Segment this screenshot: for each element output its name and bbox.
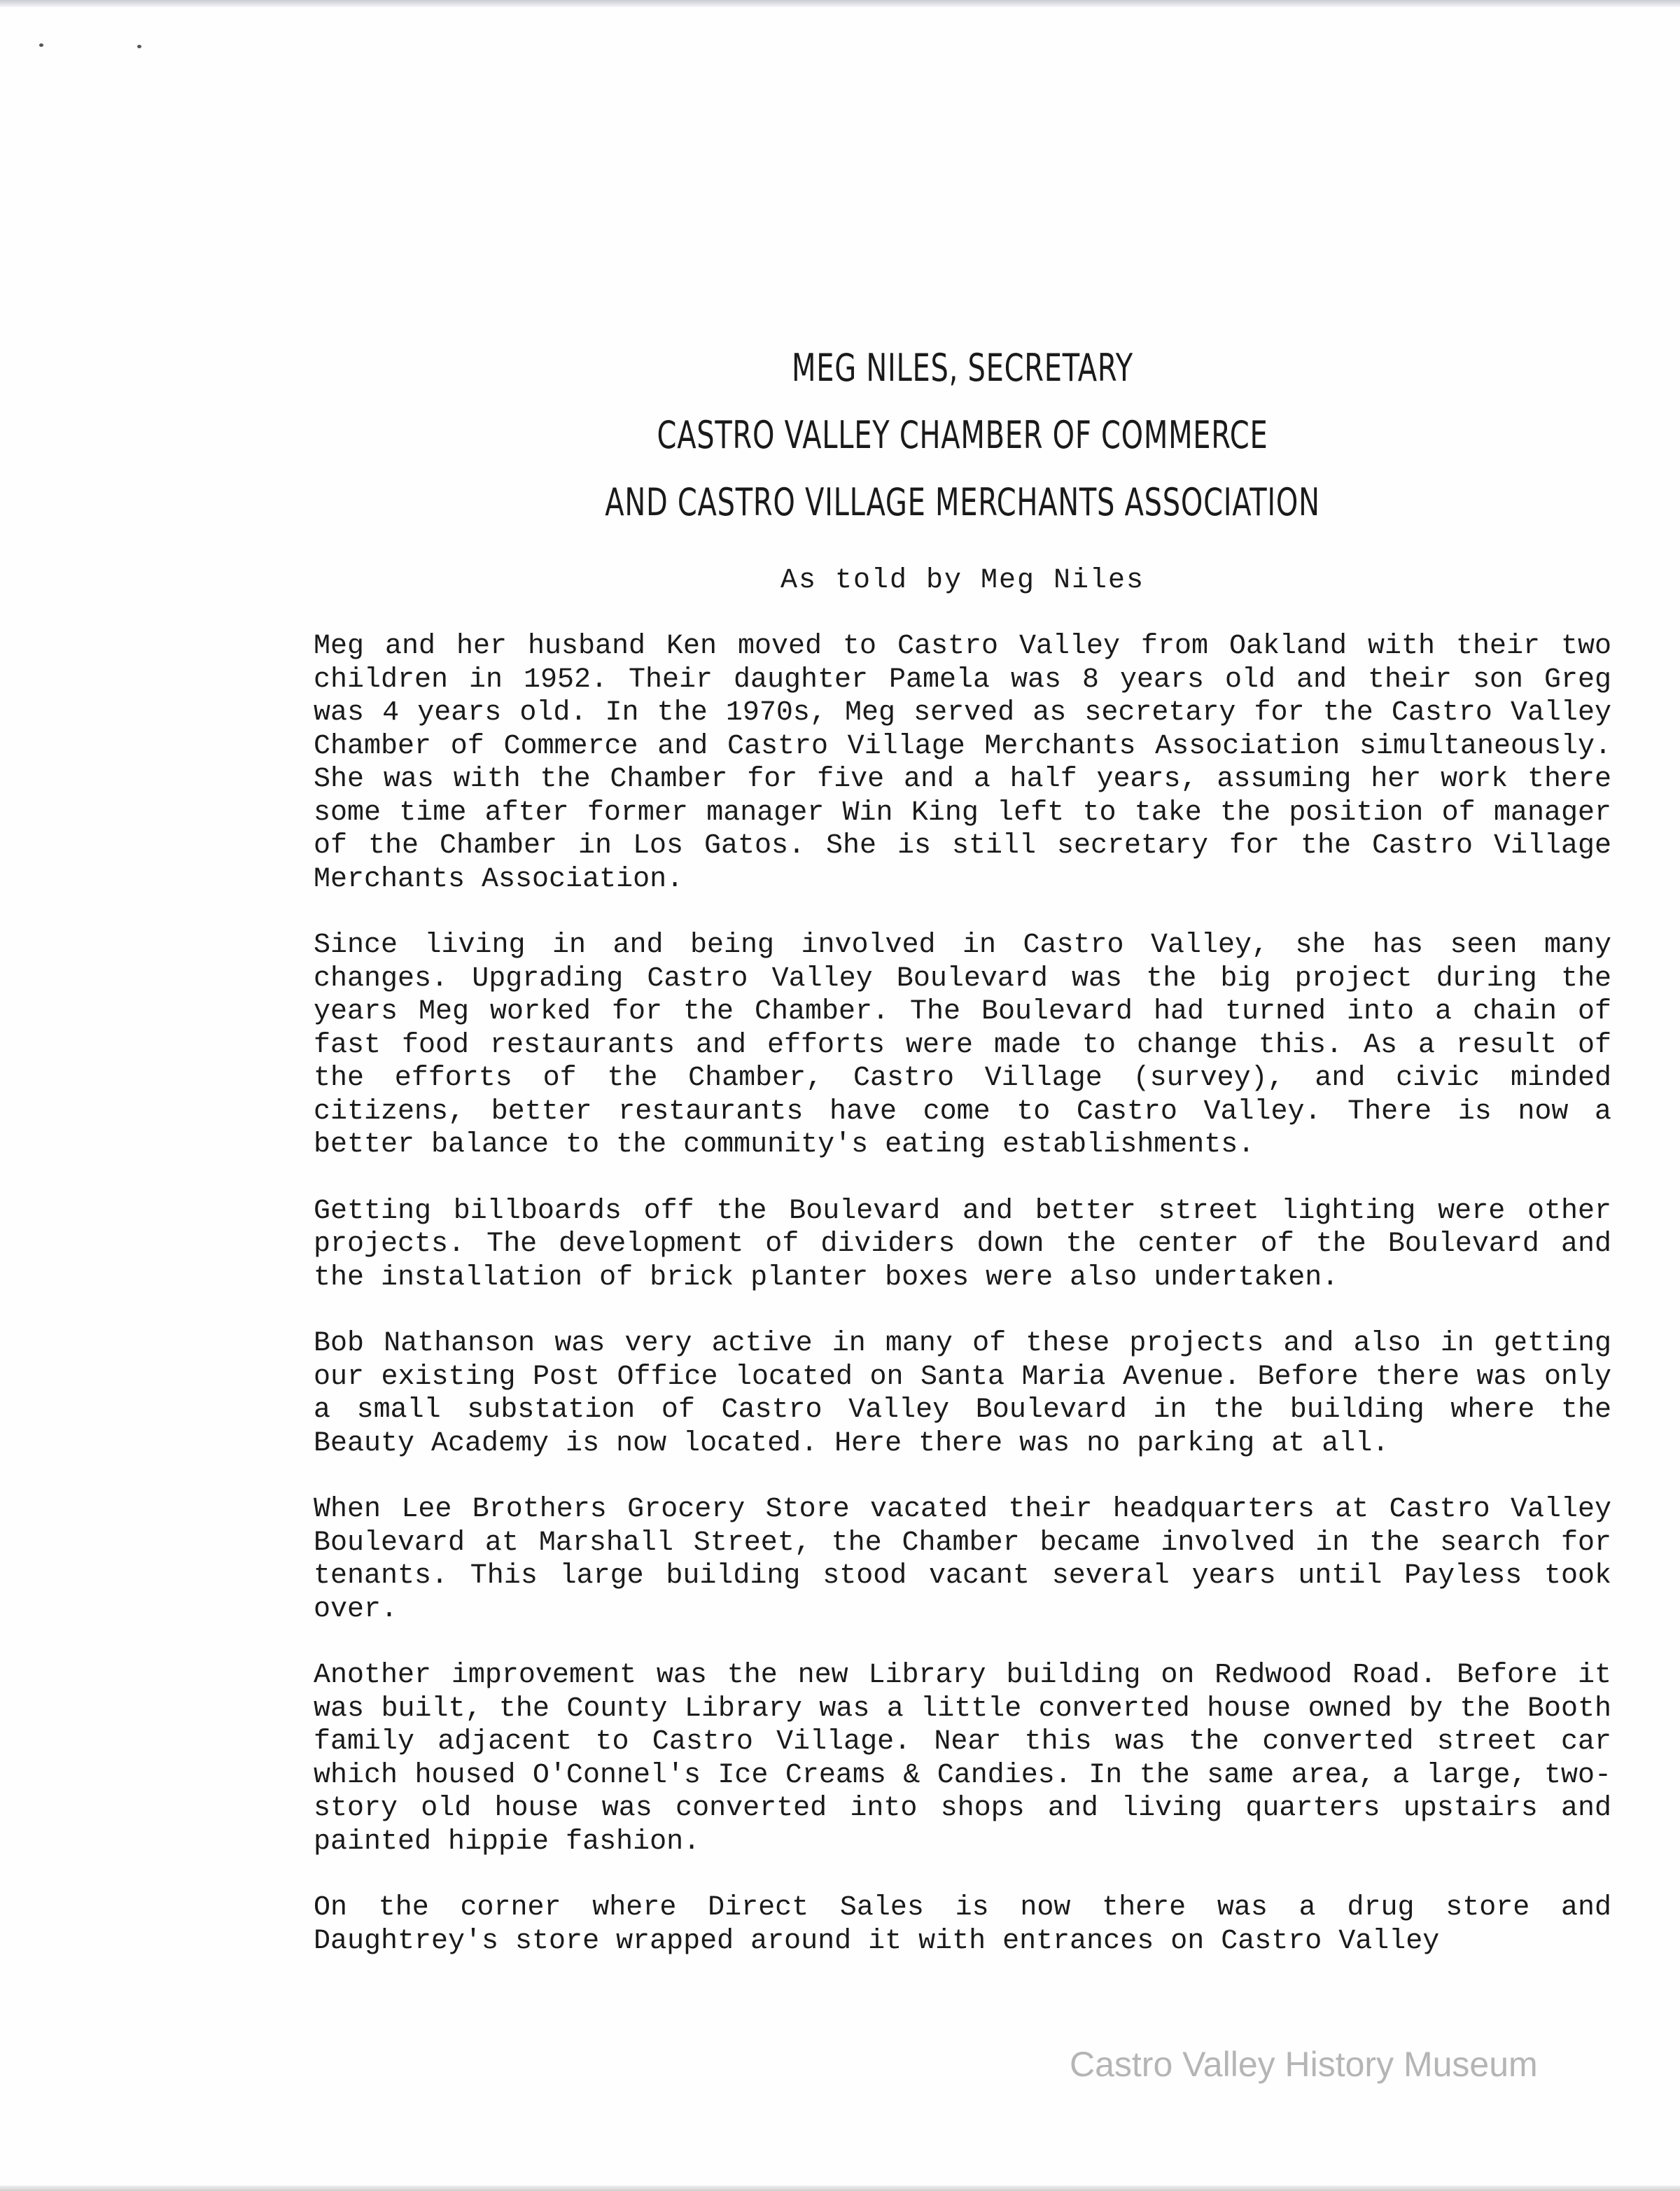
paragraph-4: Bob Nathanson was very active in many of these projects and also in getting our existing Post Office located on Santa Maria Avenue. Before there was only a small substation of Castro Valley Boulevard in the building where the Beauty Academy is now located. Here there was no parking at all.: [314, 1328, 1611, 1460]
paragraph-6: Another improvement was the new Library building on Redwood Road. Before it was built, the County Library was a little converted house owned by the Booth family adjacent to Castro Village. Near this was the converted street car which housed O'Connel's Ice Creams & Candies. In the same area, a large, two-story old house was converted into shops and living quarters upstairs and painted hippie fashion.: [314, 1660, 1611, 1858]
scan-top-edge: [0, 0, 1680, 7]
paragraph-1: Meg and her husband Ken moved to Castro Valley from Oakland with their two children in 1952. Their daughter Pamela was 8 years old and their son Greg was 4 years old. In the 1970s, Meg served as secretary for the Castro Valley Chamber of Commerce and Castro Village Merchants Association simultaneously. She was with the Chamber for five and a half years, assuming her work there some time after former manager Win King left to take the position of manager of the Chamber in Los Gatos. She is still secretary for the Castro Village Merchants Association.: [314, 631, 1611, 895]
document-body: [314, 630, 1611, 1958]
scan-speck: [137, 45, 141, 48]
paragraph-7: On the corner where Direct Sales is now there was a drug store and Daughtrey's store wrapped around it with entrances on Castro Valley: [314, 1892, 1611, 1957]
document-title: [0, 335, 1680, 536]
title-line-2: CASTRO VALLEY CHAMBER OF COMMERCE: [657, 413, 1268, 457]
paragraph-3: Getting billboards off the Boulevard and better street lighting were other projects. The development of dividers down the center of the Boulevard and the installation of brick planter boxes were also undertaken.: [314, 1195, 1611, 1294]
museum-watermark: Castro Valley History Museum: [1070, 2045, 1538, 2084]
scan-speck: [39, 43, 43, 47]
paragraph-5: When Lee Brothers Grocery Store vacated their headquarters at Castro Valley Boulevard at Marshall Street, the Chamber became involved in the search for tenants. This large building stood vacant several years until Payless took over.: [314, 1494, 1611, 1625]
document-subtitle: As told by Meg Niles: [780, 565, 1145, 596]
paragraph-2: Since living in and being involved in Castro Valley, she has seen many changes. Upgrading Castro Valley Boulevard was the big project during the years Meg worked for the Chamber. The Boulevard had turned into a chain of fast food restaurants and efforts were made to change this. As a result of the efforts of the Chamber, Castro Village (survey), and civic minded citizens, better restaurants have come to Castro Valley. There is now a better balance to the community's eating establishments.: [314, 930, 1611, 1161]
title-line-3: AND CASTRO VILLAGE MERCHANTS ASSOCIATION: [605, 480, 1320, 524]
scan-bottom-edge: [0, 2185, 1680, 2191]
title-line-1: MEG NILES, SECRETARY: [792, 346, 1133, 390]
